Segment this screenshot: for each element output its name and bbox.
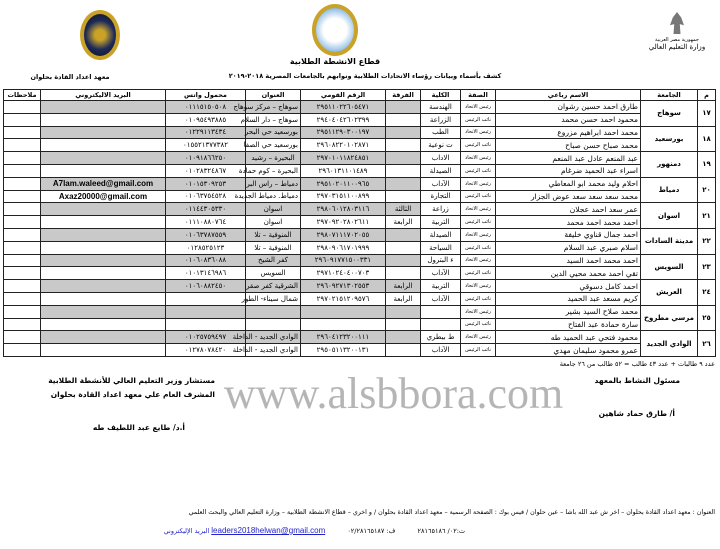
mobile-cell: ٠١٠٦٣٧٥٤٥٢٨ bbox=[166, 190, 246, 203]
address-cell bbox=[246, 305, 301, 318]
notes-cell bbox=[4, 113, 41, 126]
national-id-cell: ٢٩٥١١٢٩٠٣٠٠١٩٧ bbox=[301, 126, 386, 139]
mobile-cell: ٠١٠٢٥٧٥٩٤٩٧ bbox=[166, 331, 246, 344]
role-cell: رئيس الاتحاد bbox=[461, 280, 496, 293]
mobile-cell: ٠١٢٧٨٠٧٨٤٢٠ bbox=[166, 344, 246, 357]
role-cell: رئيس الاتحاد bbox=[461, 331, 496, 344]
email-cell bbox=[41, 126, 166, 139]
email-link[interactable]: leaders2018helwan@gmail.com bbox=[211, 526, 326, 535]
national-id-cell: ٢٩٤٠٤٠٤٢٦٠٢٣٩٩ bbox=[301, 113, 386, 126]
role-cell: نائب الرئيس bbox=[461, 164, 496, 177]
year-cell bbox=[386, 113, 421, 126]
year-cell: الثالثة bbox=[386, 203, 421, 216]
address-cell: شمال سيناء- الطور bbox=[246, 292, 301, 305]
student-name: محمود فتحي عبد الحميد طه bbox=[496, 331, 641, 344]
row-number: ١٩ bbox=[698, 152, 716, 178]
notes-cell bbox=[4, 126, 41, 139]
row-number: ٢٤ bbox=[698, 280, 716, 306]
mobile-cell bbox=[166, 292, 246, 305]
table-row bbox=[4, 126, 716, 139]
student-name: اسراء عبد الحميد ضرغام bbox=[496, 164, 641, 177]
notes-cell bbox=[4, 177, 41, 190]
email-cell bbox=[41, 228, 166, 241]
student-name: اسلام صبري عبد السلام bbox=[496, 241, 641, 254]
faculty-cell: التربية bbox=[421, 216, 461, 229]
notes-cell bbox=[4, 267, 41, 280]
faculty-cell: ط بيطري bbox=[421, 331, 461, 344]
student-name: احمد كامل دسوقي bbox=[496, 280, 641, 293]
phone: ت:٠٢/ ٢٨١٦٥١٨٦ bbox=[417, 527, 465, 535]
ministry-line1: جمهورية مصر العربية bbox=[655, 37, 699, 43]
table-row bbox=[4, 344, 716, 357]
email-cell bbox=[41, 318, 166, 331]
national-id-cell bbox=[301, 305, 386, 318]
table-row bbox=[4, 228, 716, 241]
role-cell: نائب الرئيس bbox=[461, 267, 496, 280]
email-cell bbox=[41, 164, 166, 177]
footer-address: العنوان : معهد اعداد القادة بحلوان – اخر ش عبد الله باشا – عين حلوان / فيس بوك : الصفحة الرسمية – معهد اعداد القادة بحلوان / و اخري – قطاع الانشطة الطلابية – وزارة التعليم العالي والبحث العلمي bbox=[188, 509, 715, 516]
year-cell bbox=[386, 177, 421, 190]
student-name: سارة حمادة عبد الفتاح bbox=[496, 318, 641, 331]
address-cell: الشرقية كفر صقر bbox=[246, 280, 301, 293]
row-number: ١٨ bbox=[698, 126, 716, 152]
year-cell bbox=[386, 152, 421, 165]
address-cell: البحيرة – كوم حمادة bbox=[246, 164, 301, 177]
national-id-cell: ٢٩٧١٠٢٤٠٤٠٠٧٠٣ bbox=[301, 267, 386, 280]
document-title: كشف بأسماء وبيانات رؤساء الاتحادات الطلابية ونوابهم بالجامعات المصرية ٢٠١٨-٢٠١٩ bbox=[228, 72, 502, 80]
row-number: ٢٢ bbox=[698, 228, 716, 254]
notes-cell bbox=[4, 216, 41, 229]
notes-cell bbox=[4, 101, 41, 114]
mobile-cell: ٠١١١٥١٥٠٥٠٨ bbox=[166, 101, 246, 114]
footer-contact bbox=[164, 526, 465, 535]
national-id-cell: ٢٩٨٠٩٠٦١٧٠١٩٩٩ bbox=[301, 241, 386, 254]
student-name: محمود احمد حسن محمد bbox=[496, 113, 641, 126]
column-header: محمول واتس bbox=[166, 90, 246, 101]
university-cell: السويس bbox=[641, 254, 698, 280]
national-id-cell: ٢٩٦٠١٣١١٠١٤٨٩ bbox=[301, 164, 386, 177]
notes-cell bbox=[4, 228, 41, 241]
table-row bbox=[4, 177, 716, 190]
notes-cell bbox=[4, 292, 41, 305]
faculty-cell: زراعة bbox=[421, 203, 461, 216]
notes-cell bbox=[4, 305, 41, 318]
faculty-cell: الصيدلة bbox=[421, 228, 461, 241]
university-cell: العريش bbox=[641, 280, 698, 306]
mobile-cell: ٠١٠٢٨٣٢٤٨٦٧ bbox=[166, 164, 246, 177]
column-header: الرقم القومي bbox=[301, 90, 386, 101]
address-cell bbox=[246, 318, 301, 331]
role-cell: رئيس الاتحاد bbox=[461, 305, 496, 318]
year-cell bbox=[386, 344, 421, 357]
table-row bbox=[4, 267, 716, 280]
total-count: عدد ٩ طالبات + عدد ٤٣ طالب = ٥٢ طالب من ٢٦ جامعة bbox=[559, 360, 715, 368]
student-name: محمد صباح حسن صباح bbox=[496, 139, 641, 152]
email-cell bbox=[41, 280, 166, 293]
mobile-cell: ٠١٥٥٢١٣٧٧٣٨٢ bbox=[166, 139, 246, 152]
national-id-cell: ٢٩٦٠٨٢٢٠١٠٢٨٧١ bbox=[301, 139, 386, 152]
role-cell: نائب الرئيس bbox=[461, 216, 496, 229]
role-cell: نائب الرئيس bbox=[461, 318, 496, 331]
national-id-cell: ٢٩٦٠٩٢٧١٣٠٢٥٥٣ bbox=[301, 280, 386, 293]
address-cell: سوهاج – مركز سوهاج bbox=[246, 101, 301, 114]
row-number: ٢٠ bbox=[698, 177, 716, 203]
year-cell bbox=[386, 139, 421, 152]
email-cell bbox=[41, 254, 166, 267]
mobile-cell bbox=[166, 318, 246, 331]
row-number: ٢٥ bbox=[698, 305, 716, 331]
column-header: الصفة bbox=[461, 90, 496, 101]
student-name: تقي احمد محمد محيي الدين bbox=[496, 267, 641, 280]
faculty-cell bbox=[421, 318, 461, 331]
faculty-cell: الطب bbox=[421, 126, 461, 139]
role-cell: نائب الرئيس bbox=[461, 241, 496, 254]
address-cell: الوادي الجديد - الداخلة bbox=[246, 331, 301, 344]
email-cell: A7lam.waleed@gmail.com bbox=[41, 177, 166, 190]
row-number: ٢٣ bbox=[698, 254, 716, 280]
year-cell bbox=[386, 254, 421, 267]
role-cell: نائب الرئيس bbox=[461, 344, 496, 357]
year-cell: الرابعة bbox=[386, 292, 421, 305]
column-header: البريد الاليكتروني bbox=[41, 90, 166, 101]
address-cell: اسوان bbox=[246, 203, 301, 216]
table-row bbox=[4, 305, 716, 318]
table-row bbox=[4, 254, 716, 267]
national-id-cell: ٢٩٧٠٣١٥١١٠٠٨٩٩ bbox=[301, 190, 386, 203]
student-name: احمد محمد احمد محمد bbox=[496, 216, 641, 229]
year-cell bbox=[386, 267, 421, 280]
faculty-cell: ت نوعية bbox=[421, 139, 461, 152]
notes-cell bbox=[4, 280, 41, 293]
email-cell bbox=[41, 267, 166, 280]
email-cell bbox=[41, 331, 166, 344]
university-cell: الوادي الجديد bbox=[641, 331, 698, 357]
year-cell bbox=[386, 190, 421, 203]
student-name: احلام وليد محمد ابو المعاطي bbox=[496, 177, 641, 190]
email-cell bbox=[41, 101, 166, 114]
faculty-cell: الآداب bbox=[421, 177, 461, 190]
university-cell: سوهاج bbox=[641, 101, 698, 127]
student-name: محمد احمد ابراهيم مزروع bbox=[496, 126, 641, 139]
notes-cell bbox=[4, 190, 41, 203]
mobile-cell: ٠١٠٩٥٤٩٣٨٨٥ bbox=[166, 113, 246, 126]
year-cell bbox=[386, 318, 421, 331]
address-cell: اسوان bbox=[246, 216, 301, 229]
email-cell bbox=[41, 344, 166, 357]
faculty-cell: الآداب bbox=[421, 267, 461, 280]
student-union-table bbox=[3, 89, 716, 357]
national-id-cell bbox=[301, 318, 386, 331]
student-name: عمرو محمود سليمان مهدي bbox=[496, 344, 641, 357]
table-row bbox=[4, 331, 716, 344]
role-cell: رئيس الاتحاد bbox=[461, 254, 496, 267]
advisor-title: مستشار وزير التعليم العالي للأنشطة الطلابية bbox=[48, 376, 215, 385]
university-cell: مرسي مطروح bbox=[641, 305, 698, 331]
university-cell: دمنهور bbox=[641, 152, 698, 178]
row-number: ١٧ bbox=[698, 101, 716, 127]
year-cell bbox=[386, 101, 421, 114]
notes-cell bbox=[4, 164, 41, 177]
table-row bbox=[4, 152, 716, 165]
activity-head-name: أ/ طارق حماد شاهين bbox=[598, 409, 675, 418]
notes-cell bbox=[4, 203, 41, 216]
row-number: ٢١ bbox=[698, 203, 716, 229]
ministry-line2: وزارة التعليم العالي bbox=[648, 43, 706, 51]
mobile-cell bbox=[166, 305, 246, 318]
address-cell: الوادي الجديد - الداخلة bbox=[246, 344, 301, 357]
email-cell bbox=[41, 216, 166, 229]
table-row bbox=[4, 139, 716, 152]
year-cell bbox=[386, 164, 421, 177]
mobile-cell: ٠١٠٦٣٧٨٧٥٥٩ bbox=[166, 228, 246, 241]
student-name: محمد سعد سعد سعد عوض الجزار bbox=[496, 190, 641, 203]
notes-cell bbox=[4, 318, 41, 331]
year-cell: الرابعة bbox=[386, 216, 421, 229]
role-cell: رئيس الاتحاد bbox=[461, 101, 496, 114]
year-cell bbox=[386, 305, 421, 318]
table-row bbox=[4, 241, 716, 254]
notes-cell bbox=[4, 241, 41, 254]
student-name: احمد جمال قناوي خليفة bbox=[496, 228, 641, 241]
faculty-cell: التجارة bbox=[421, 190, 461, 203]
university-cell: دمياط bbox=[641, 177, 698, 203]
mobile-cell: ٠١٢٢٩١١٣٤٣٤ bbox=[166, 126, 246, 139]
address-cell: المنوفية – تلا bbox=[246, 228, 301, 241]
national-id-cell: ٢٩٥١١٠٢٢٦٠٥٤٧١ bbox=[301, 101, 386, 114]
year-cell: الرابعة bbox=[386, 280, 421, 293]
faculty-cell bbox=[421, 305, 461, 318]
address-cell: المنوفية – تلا bbox=[246, 241, 301, 254]
mobile-cell: ٠١١٤٤٣٠٥٣٣٠ bbox=[166, 203, 246, 216]
table-header-row bbox=[4, 90, 716, 101]
advisor-name: أ.د/ طايع عبد اللطيف طه bbox=[92, 423, 185, 432]
table-row bbox=[4, 292, 716, 305]
column-header: ملاحظات bbox=[4, 90, 41, 101]
email-cell bbox=[41, 139, 166, 152]
national-id-cell: ٢٩٨٠٦٠١٢٨٠٣١١٦ bbox=[301, 203, 386, 216]
national-id-cell: ٢٩٨٠٧١١١٧٠٢٠٥٥ bbox=[301, 228, 386, 241]
table-row bbox=[4, 216, 716, 229]
role-cell: نائب الرئيس bbox=[461, 113, 496, 126]
address-cell: البحيرة – رشيد bbox=[246, 152, 301, 165]
faculty-cell: الزراعة bbox=[421, 113, 461, 126]
year-cell bbox=[386, 331, 421, 344]
student-name: عبد المنعم عادل عبد المنعم bbox=[496, 152, 641, 165]
institute-name: معهد اعداد القادة بحلوان bbox=[30, 73, 110, 81]
column-header: م bbox=[698, 90, 716, 101]
faculty-cell: الاداب bbox=[421, 152, 461, 165]
mobile-cell: ٠١٠٦٠٨٨٢٤٥٠ bbox=[166, 280, 246, 293]
table-row bbox=[4, 113, 716, 126]
notes-cell bbox=[4, 152, 41, 165]
year-cell bbox=[386, 241, 421, 254]
role-cell: نائب الرئيس bbox=[461, 292, 496, 305]
notes-cell bbox=[4, 139, 41, 152]
mobile-cell: ٠١١١٠٨٨٠٧٦٤ bbox=[166, 216, 246, 229]
table-row bbox=[4, 203, 716, 216]
university-cell: بورسعيد bbox=[641, 126, 698, 152]
student-name: احمد محمد احمد السيد bbox=[496, 254, 641, 267]
column-header: الجامعة bbox=[641, 90, 698, 101]
role-cell: نائب الرئيس bbox=[461, 139, 496, 152]
role-cell: رئيس الاتحاد bbox=[461, 152, 496, 165]
faculty-cell: الآداب bbox=[421, 292, 461, 305]
column-header: الكلية bbox=[421, 90, 461, 101]
faculty-cell: السياحة bbox=[421, 241, 461, 254]
address-cell: سوهاج – دار السلام bbox=[246, 113, 301, 126]
sector-logo bbox=[312, 4, 358, 56]
address-cell: بورسعيد حي الصفا bbox=[246, 139, 301, 152]
faculty-cell: الآداب bbox=[421, 344, 461, 357]
address-cell: كفر الشيخ bbox=[246, 254, 301, 267]
faculty-cell: الصيدلة bbox=[421, 164, 461, 177]
address-cell: السويس bbox=[246, 267, 301, 280]
address-cell: دمياط. دمياط الجديدة bbox=[246, 190, 301, 203]
advisor-subtitle: المشرف العام علي معهد اعداد القادة بحلوان bbox=[50, 390, 215, 399]
national-id-cell: ٢٩٥٠٥١١٣٢٠٠١٣١ bbox=[301, 344, 386, 357]
student-name: كريم مسعد عبد الحميد bbox=[496, 292, 641, 305]
column-header: الاسم رباعي bbox=[496, 90, 641, 101]
sector-title: قطاع الانشطة الطلابية bbox=[289, 57, 381, 66]
email-cell bbox=[41, 241, 166, 254]
national-id-cell: ٢٩٧٠٩٢٠٢٨٠٢٦١١ bbox=[301, 216, 386, 229]
table-row bbox=[4, 280, 716, 293]
year-cell bbox=[386, 126, 421, 139]
role-cell: رئيس الاتحاد bbox=[461, 177, 496, 190]
national-id-cell: ٢٩٧٠١٠١١٨٢٤٨٥١ bbox=[301, 152, 386, 165]
email-cell bbox=[41, 305, 166, 318]
email-cell bbox=[41, 152, 166, 165]
mobile-cell: ٠١٢٨٥٢٥١٢٣ bbox=[166, 241, 246, 254]
role-cell: رئيس الاتحاد bbox=[461, 228, 496, 241]
faculty-cell: ء البترول bbox=[421, 254, 461, 267]
institute-logo bbox=[80, 10, 120, 60]
eagle-emblem-icon bbox=[670, 12, 684, 34]
table-row bbox=[4, 101, 716, 114]
mobile-cell: ٠١٠١٣١٤٦٩٨٦ bbox=[166, 267, 246, 280]
student-name: محمد صلاح السيد بشير bbox=[496, 305, 641, 318]
email-cell bbox=[41, 113, 166, 126]
row-number: ٢٦ bbox=[698, 331, 716, 357]
faculty-cell: التربية bbox=[421, 280, 461, 293]
national-id-cell: ٢٩٥١٠٢٠١١٠٠٩٦٥ bbox=[301, 177, 386, 190]
university-cell: اسوان bbox=[641, 203, 698, 229]
national-id-cell: ٢٩٦٠٩١٧٧١٥٠٠٣٣١ bbox=[301, 254, 386, 267]
role-cell: رئيس الاتحاد bbox=[461, 203, 496, 216]
role-cell: نائب الرئيس bbox=[461, 190, 496, 203]
notes-cell bbox=[4, 344, 41, 357]
notes-cell bbox=[4, 254, 41, 267]
watermark: www.alsbbora.com bbox=[224, 369, 564, 418]
column-header: العنوان bbox=[246, 90, 301, 101]
address-cell: دمياط – راس البر bbox=[246, 177, 301, 190]
year-cell bbox=[386, 228, 421, 241]
student-name: عمر سعد احمد عجلان bbox=[496, 203, 641, 216]
faculty-cell: الهندسة bbox=[421, 101, 461, 114]
role-cell: رئيس الاتحاد bbox=[461, 126, 496, 139]
mobile-cell: ٠١٠٩١٨٦٦٢٥٠ bbox=[166, 152, 246, 165]
table-row bbox=[4, 164, 716, 177]
email-label: البريد الإليكتروني bbox=[163, 527, 210, 535]
email-cell: Axaz20000@gmail.com bbox=[41, 190, 166, 203]
mobile-cell: ٠١٠٦٠٨٣٦٠٨٨ bbox=[166, 254, 246, 267]
university-cell: مدينة السادات bbox=[641, 228, 698, 254]
email-cell bbox=[41, 292, 166, 305]
ministry-logo bbox=[636, 12, 718, 51]
fax: ف: ٠٢/٢٨١٦٥١٨٧ bbox=[347, 527, 396, 535]
activity-head-title: مسئول النشاط بالمعهد bbox=[594, 376, 680, 385]
national-id-cell: ٢٩٦٠٤١٢٣٢٠٠١١١ bbox=[301, 331, 386, 344]
email-cell bbox=[41, 203, 166, 216]
national-id-cell: ٢٩٧٠٢١٥١٢٠٩٥٧٦ bbox=[301, 292, 386, 305]
column-header: الفرقة bbox=[386, 90, 421, 101]
address-cell: بورسعيد حي البحر bbox=[246, 126, 301, 139]
mobile-cell: ٠١٠١٥٣٠٩٢٥٣ bbox=[166, 177, 246, 190]
student-name: طارق احمد حسين رشوان bbox=[496, 101, 641, 114]
table-row bbox=[4, 318, 716, 331]
table-row bbox=[4, 190, 716, 203]
notes-cell bbox=[4, 331, 41, 344]
